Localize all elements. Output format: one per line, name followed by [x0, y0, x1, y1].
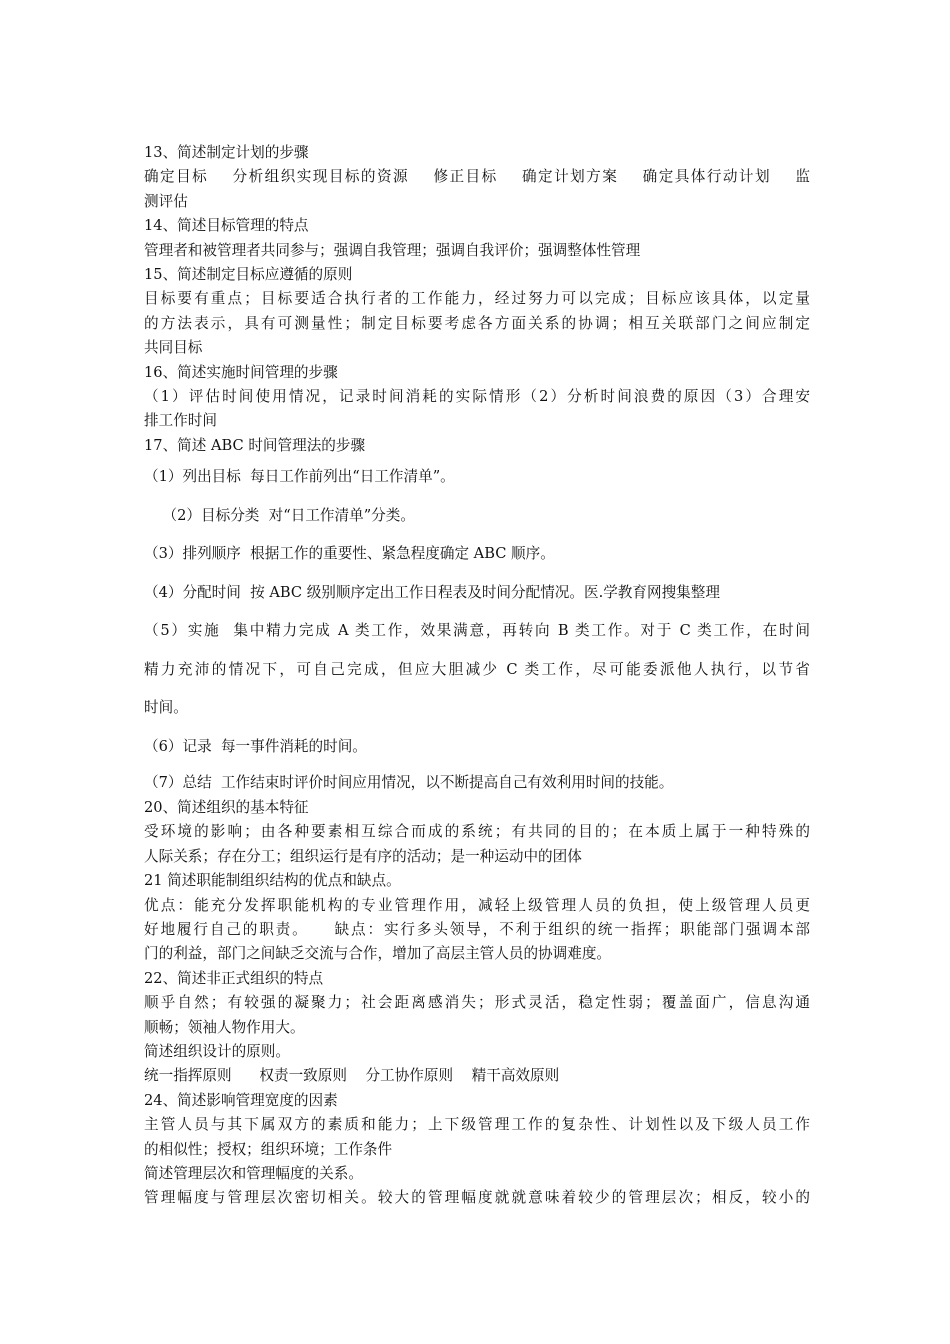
- question-25-heading: 简述管理层次和管理幅度的关系。: [144, 1164, 363, 1182]
- question-21-heading: 21 简述职能制组织结构的优点和缺点。: [144, 872, 401, 890]
- answer-14-line-1: 管理者和被管理者共同参与；强调自我管理；强调自我评价；强调整体性管理: [144, 241, 641, 259]
- answer-13-line-1: 确定目标 分析组织实现目标的资源 修正目标 确定计划方案 确定具体行动计划 监: [144, 168, 810, 186]
- question-14-heading: 14、简述目标管理的特点: [144, 217, 309, 235]
- question-13-heading: 13、简述制定计划的步骤: [144, 144, 309, 161]
- answer-20-line-2: 人际关系；存在分工；组织运行是有序的活动；是一种运动中的团体: [144, 847, 582, 865]
- document-page: [144, 141, 810, 1211]
- answer-13-line-2: 测评估: [144, 192, 188, 210]
- answer-17-step-5-line-2: 精力充沛的情况下，可自己完成，但应大胆减少 C 类工作，尽可能委派他人执行，以节省: [144, 660, 810, 678]
- answer-17-step-5-line-1: （5）实施 集中精力完成 A 类工作，效果满意，再转向 B 类工作。对于 C 类工作，在时间: [144, 622, 810, 640]
- answer-17-step-3: （3）排列顺序 根据工作的重要性、紧急程度确定 ABC 顺序。: [144, 545, 555, 563]
- question-23-heading: 简述组织设计的原则。: [144, 1042, 290, 1060]
- answer-22-line-1: 顺乎自然；有较强的凝聚力；社会距离感消失；形式灵活，稳定性弱；覆盖面广，信息沟通: [144, 994, 810, 1012]
- answer-21-line-2: 好地履行自己的职责。 缺点：实行多头领导，不利于组织的统一指挥；职能部门强调本部: [144, 921, 810, 939]
- question-16-heading: 16、简述实施时间管理的步骤: [144, 363, 338, 381]
- answer-17-step-2: （2）目标分类 对“日工作清单”分类。: [144, 506, 415, 524]
- answer-17-step-4: （4）分配时间 按 ABC 级别顺序定出工作日程表及时间分配情况。医.学教育网搜集整理: [144, 583, 720, 601]
- answer-24-line-2: 的相似性；授权；组织环境；工作条件: [144, 1140, 393, 1158]
- question-22-heading: 22、简述非正式组织的特点: [144, 969, 324, 987]
- question-24-heading: 24、简述影响管理宽度的因素: [144, 1091, 338, 1109]
- answer-16-line-1: （1）评估时间使用情况，记录时间消耗的实际情形（2）分析时间浪费的原因（3）合理安: [144, 387, 810, 405]
- answer-17-step-1: （1）列出目标 每日工作前列出“日工作清单”。: [144, 468, 455, 486]
- question-15-heading: 15、简述制定目标应遵循的原则: [144, 265, 353, 283]
- answer-21-line-1: 优点：能充分发挥职能机构的专业管理作用，减轻上级管理人员的负担，使上级管理人员更: [144, 896, 810, 914]
- answer-15-line-2: 的方法表示，具有可测量性；制定目标要考虑各方面关系的协调；相互关联部门之间应制定: [144, 314, 810, 332]
- answer-25-line-1: 管理幅度与管理层次密切相关。较大的管理幅度就就意味着较少的管理层次；相反，较小的: [144, 1189, 810, 1207]
- answer-24-line-1: 主管人员与其下属双方的素质和能力；上下级管理工作的复杂性、计划性以及下级人员工作: [144, 1116, 810, 1134]
- answer-16-line-2: 排工作时间: [144, 412, 217, 430]
- question-17-heading: 17、简述 ABC 时间管理法的步骤: [144, 436, 366, 454]
- answer-17-step-6: （6）记录 每一事件消耗的时间。: [144, 737, 367, 755]
- answer-23-line-1: 统一指挥原则 权责一致原则 分工协作原则 精干高效原则: [144, 1067, 560, 1085]
- answer-15-line-1: 目标要有重点；目标要适合执行者的工作能力，经过努力可以完成；目标应该具体，以定量: [144, 290, 810, 308]
- answer-20-line-1: 受环境的影响；由各种要素相互综合而成的系统；有共同的目的；在本质上属于一种特殊的: [144, 823, 810, 841]
- answer-15-line-3: 共同目标: [144, 339, 203, 357]
- answer-17-step-5-line-3: 时间。: [144, 699, 188, 717]
- answer-21-line-3: 门的利益，部门之间缺乏交流与合作，增加了高层主管人员的协调难度。: [144, 945, 612, 963]
- answer-22-line-2: 顺畅；领袖人物作用大。: [144, 1018, 305, 1036]
- answer-17-step-7: （7）总结 工作结束时评价时间应用情况，以不断提高自己有效利用时间的技能。: [144, 774, 674, 792]
- question-20-heading: 20、简述组织的基本特征: [144, 799, 309, 817]
